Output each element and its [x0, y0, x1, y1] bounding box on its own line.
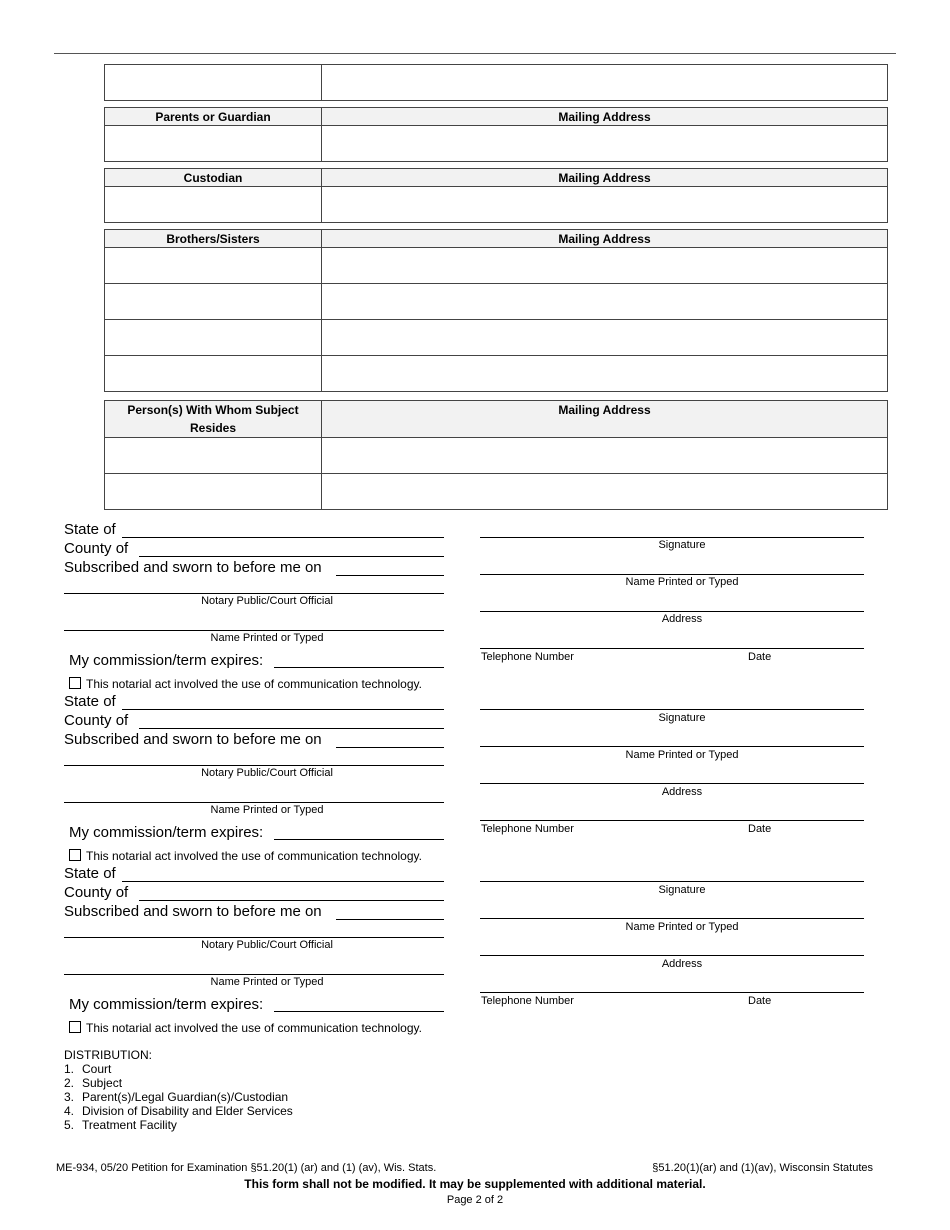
tech-checkbox-row[interactable]: [69, 1021, 422, 1035]
county-label: County of: [64, 884, 129, 901]
date-caption: Date: [748, 823, 772, 835]
name-caption: Name Printed or Typed: [625, 576, 739, 588]
siblings-address-header: Mailing Address: [322, 230, 888, 248]
sibling-address-cell[interactable]: [322, 284, 888, 320]
resident-name-cell[interactable]: [105, 474, 322, 510]
custodian-address-cell[interactable]: [322, 187, 888, 223]
custodian-name-cell[interactable]: [105, 187, 322, 223]
state-field[interactable]: [122, 537, 444, 538]
commission-field[interactable]: [274, 1011, 444, 1012]
name-line[interactable]: [480, 918, 864, 919]
commission-field[interactable]: [274, 667, 444, 668]
parents-header: Parents or Guardian: [105, 108, 322, 126]
subscribed-date-field[interactable]: [336, 575, 444, 576]
name-caption: Name Printed or Typed: [625, 921, 739, 933]
county-field[interactable]: [139, 728, 444, 729]
list-item: 5. Treatment Facility: [64, 1118, 177, 1132]
list-item: 1. Court: [64, 1062, 112, 1076]
sibling-address-cell[interactable]: [322, 356, 888, 392]
blank-address-cell[interactable]: [322, 65, 888, 101]
checkbox[interactable]: [69, 849, 81, 861]
address-caption: Address: [661, 613, 703, 625]
checkbox[interactable]: [69, 677, 81, 689]
date-caption: Date: [748, 995, 772, 1007]
subscribed-label: Subscribed and sworn to before me on: [64, 731, 322, 748]
signature-caption: Signature: [658, 539, 706, 551]
subscribed-label: Subscribed and sworn to before me on: [64, 559, 322, 576]
official-name-caption: Name Printed or Typed: [210, 632, 324, 644]
blank-top-table: [104, 64, 888, 101]
name-line[interactable]: [480, 574, 864, 575]
subscribed-date-field[interactable]: [336, 747, 444, 748]
official-caption: Notary Public/Court Official: [201, 939, 333, 951]
sibling-address-cell[interactable]: [322, 320, 888, 356]
official-signature-line[interactable]: [64, 593, 444, 594]
sibling-name-cell[interactable]: [105, 248, 322, 284]
address-caption: Address: [661, 958, 703, 970]
siblings-header: Brothers/Sisters: [105, 230, 322, 248]
statute-ref: §51.20(1)(ar) and (1)(av), Wisconsin Statutes: [652, 1162, 873, 1174]
commission-label: My commission/term expires:: [69, 652, 264, 669]
commission-field[interactable]: [274, 839, 444, 840]
tech-label: This notarial act involved the use of communication technology.: [86, 849, 422, 863]
signature-line[interactable]: [480, 709, 864, 710]
phone-caption: Telephone Number: [481, 651, 574, 663]
subscribed-date-field[interactable]: [336, 919, 444, 920]
residents-address-header: Mailing Address: [322, 401, 888, 438]
distribution-title: DISTRIBUTION:: [64, 1048, 153, 1062]
official-name-caption: Name Printed or Typed: [210, 976, 324, 988]
parents-table: [104, 107, 888, 162]
sibling-name-cell[interactable]: [105, 356, 322, 392]
state-field[interactable]: [122, 709, 444, 710]
commission-label: My commission/term expires:: [69, 996, 264, 1013]
form-id: ME-934, 05/20 Petition for Examination §51.20(1) (ar) and (1) (av), Wis. Stats.: [56, 1162, 437, 1174]
modification-notice: This form shall not be modified. It may be supplemented with additional material.: [244, 1177, 706, 1191]
resident-address-cell[interactable]: [322, 474, 888, 510]
county-label: County of: [64, 712, 129, 729]
resident-address-cell[interactable]: [322, 438, 888, 474]
sibling-name-cell[interactable]: [105, 320, 322, 356]
commission-label: My commission/term expires:: [69, 824, 264, 841]
date-caption: Date: [748, 651, 772, 663]
phone-caption: Telephone Number: [481, 823, 574, 835]
sibling-address-cell[interactable]: [322, 248, 888, 284]
phone-date-line[interactable]: [480, 648, 864, 649]
official-name-line[interactable]: [64, 974, 444, 975]
sibling-name-cell[interactable]: [105, 284, 322, 320]
tech-checkbox-row[interactable]: [69, 677, 422, 691]
blank-name-cell[interactable]: [105, 65, 322, 101]
residents-header: Person(s) With Whom Subject Resides: [105, 401, 322, 438]
signature-line[interactable]: [480, 537, 864, 538]
list-item: 2. Subject: [64, 1076, 123, 1090]
county-field[interactable]: [139, 556, 444, 557]
address-caption: Address: [661, 786, 703, 798]
tech-checkbox-row[interactable]: [69, 849, 422, 863]
siblings-table: [104, 229, 888, 392]
address-line[interactable]: [480, 611, 864, 612]
county-label: County of: [64, 540, 129, 557]
official-name-line[interactable]: [64, 802, 444, 803]
phone-date-line[interactable]: [480, 992, 864, 993]
state-field[interactable]: [122, 881, 444, 882]
resident-name-cell[interactable]: [105, 438, 322, 474]
state-label: State of: [64, 865, 116, 882]
signature-line[interactable]: [480, 881, 864, 882]
tech-label: This notarial act involved the use of communication technology.: [86, 1021, 422, 1035]
signature-caption: Signature: [658, 884, 706, 896]
address-line[interactable]: [480, 955, 864, 956]
top-rule: [54, 53, 896, 54]
custodian-header: Custodian: [105, 169, 322, 187]
address-line[interactable]: [480, 783, 864, 784]
tech-label: This notarial act involved the use of communication technology.: [86, 677, 422, 691]
custodian-address-header: Mailing Address: [322, 169, 888, 187]
custodian-table: [104, 168, 888, 223]
state-label: State of: [64, 693, 116, 710]
phone-caption: Telephone Number: [481, 995, 574, 1007]
county-field[interactable]: [139, 900, 444, 901]
official-caption: Notary Public/Court Official: [201, 595, 333, 607]
official-signature-line[interactable]: [64, 937, 444, 938]
name-caption: Name Printed or Typed: [625, 749, 739, 761]
name-line[interactable]: [480, 746, 864, 747]
state-label: State of: [64, 521, 116, 538]
official-signature-line[interactable]: [64, 765, 444, 766]
signature-caption: Signature: [658, 712, 706, 724]
residents-table: [104, 400, 888, 510]
phone-date-line[interactable]: [480, 820, 864, 821]
official-caption: Notary Public/Court Official: [201, 767, 333, 779]
parents-address-header: Mailing Address: [322, 108, 888, 126]
parents-address-cell[interactable]: [322, 126, 888, 162]
list-item: 4. Division of Disability and Elder Services: [64, 1104, 293, 1118]
subscribed-label: Subscribed and sworn to before me on: [64, 903, 322, 920]
parents-name-cell[interactable]: [105, 126, 322, 162]
distribution-list: [64, 1048, 293, 1132]
official-name-line[interactable]: [64, 630, 444, 631]
list-item: 3. Parent(s)/Legal Guardian(s)/Custodian: [64, 1090, 289, 1104]
official-name-caption: Name Printed or Typed: [210, 804, 324, 816]
page-number: Page 2 of 2: [446, 1194, 504, 1206]
checkbox[interactable]: [69, 1021, 81, 1033]
